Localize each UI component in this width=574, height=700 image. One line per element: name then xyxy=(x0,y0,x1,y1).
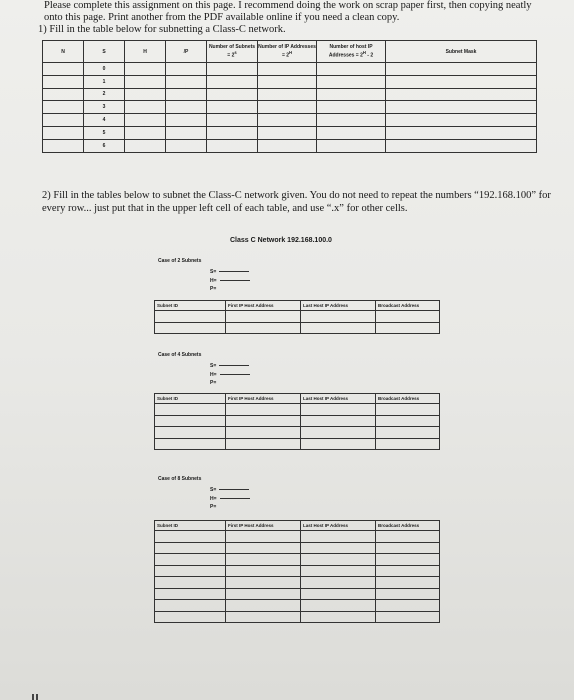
table-row xyxy=(155,322,440,334)
table-row: 5 xyxy=(43,126,537,139)
subnet-table xyxy=(42,40,537,153)
case-4-table xyxy=(154,393,440,450)
case-2-table xyxy=(154,300,440,334)
case-2-label: Case of 2 Subnets xyxy=(158,258,202,264)
table-row xyxy=(155,611,440,623)
table-row xyxy=(155,542,440,554)
table-row xyxy=(155,588,440,600)
case-8-params: S= H= P= xyxy=(210,486,250,512)
case-2-header: Subnet ID First IP Host Address Last Host IP Address Broadcast Address xyxy=(155,301,440,311)
table-row xyxy=(155,311,440,323)
table-row xyxy=(155,531,440,543)
subnet-table-header xyxy=(43,41,537,63)
table-row: 0 xyxy=(43,63,537,76)
header-num-subnets: Number of Subnets = $2^s$ xyxy=(207,41,258,63)
header-p: /P xyxy=(166,41,207,63)
instructions-text: Please complete this assignment on this page. I recommend doing the work on scrap paper first, then copying neatly onto this page. Print another from the PDF available online if you need a clean copy. xyxy=(44,0,532,23)
section2-text: 2) Fill in the tables below to subnet the Class-C network given. You do not need to repeat the numbers “192.168.100” for every row... just put that in the upper left cell of each table, and use “.x” for other cells. xyxy=(42,190,551,214)
table-row xyxy=(155,554,440,566)
case-4-params: S= H= P= xyxy=(210,362,250,388)
case-8-label: Case of 8 Subnets xyxy=(158,476,202,482)
header-num-host-addresses: Number of host IP Addresses = $2^H - 2$ xyxy=(317,41,386,63)
table-row: 2 xyxy=(43,88,537,101)
header-subnet-mask: Subnet Mask xyxy=(386,41,537,63)
table-row: 6 xyxy=(43,139,537,152)
case-8-table xyxy=(154,520,440,623)
table-row: 1 xyxy=(43,75,537,88)
table-row xyxy=(155,438,440,450)
table-row xyxy=(155,404,440,416)
header-s: S xyxy=(84,41,125,63)
table-row: 3 xyxy=(43,101,537,114)
table-row xyxy=(155,565,440,577)
table-row: 4 xyxy=(43,114,537,127)
case-4-label: Case of 4 Subnets xyxy=(158,352,202,358)
header-n: N xyxy=(43,41,84,63)
table-row xyxy=(155,415,440,427)
case-2-params: S= H= P= xyxy=(210,268,250,294)
header-num-addresses: Number of IP Addresses = $2^H$ xyxy=(258,41,317,63)
case-8-header: Subnet ID First IP Host Address Last Host IP Address Broadcast Address xyxy=(155,521,440,531)
network-title: Class C Network 192.168.100.0 xyxy=(230,237,332,244)
page-corner-mark xyxy=(30,690,42,700)
section1-title: 1) Fill in the table below for subnetting a Class-C network. xyxy=(38,24,286,35)
header-h: H xyxy=(125,41,166,63)
table-row xyxy=(155,600,440,612)
table-row xyxy=(155,427,440,439)
case-4-header: Subnet ID First IP Host Address Last Host IP Address Broadcast Address xyxy=(155,394,440,404)
table-row xyxy=(155,577,440,589)
